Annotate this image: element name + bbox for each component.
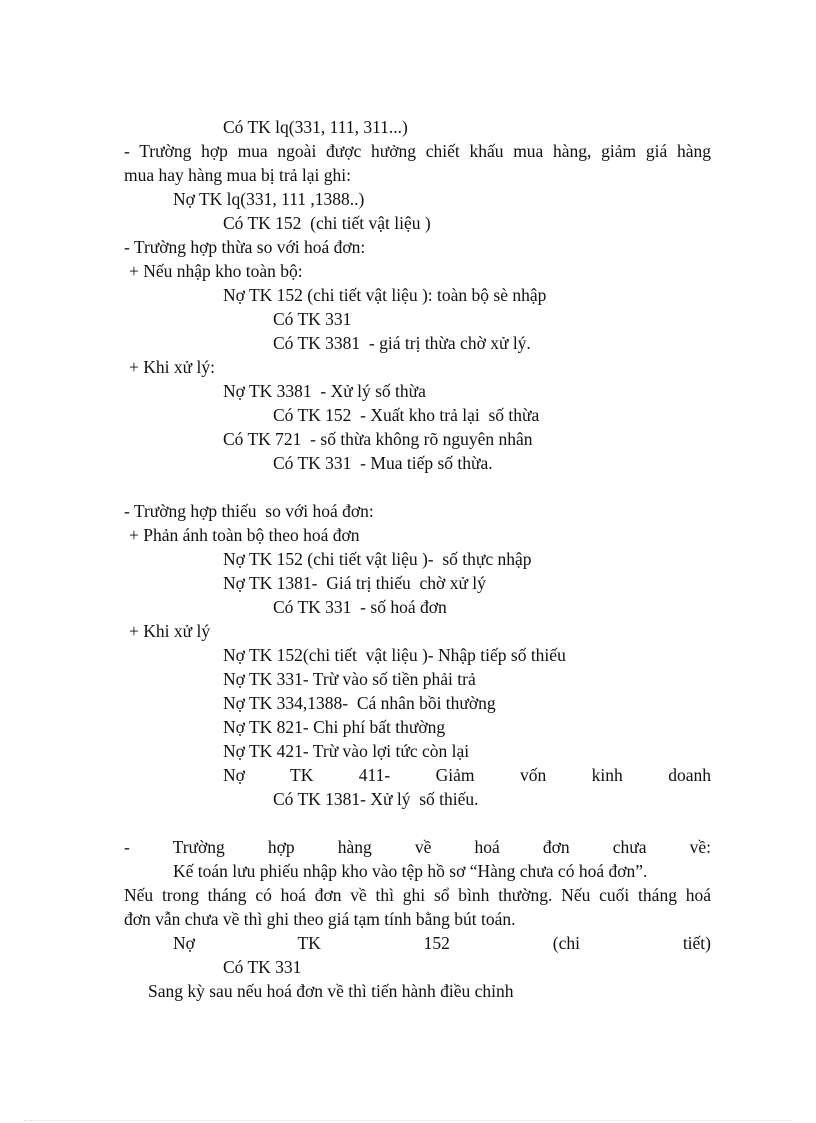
- text-line: Kế toán lưu phiếu nhập kho vào tệp hồ sơ “Hàng chưa có hoá đơn”.: [173, 861, 648, 881]
- text-line: Nợ TK 331- Trừ vào số tiền phải trả: [223, 669, 476, 689]
- section-heading: - Trường hợp thừa so với hoá đơn:: [124, 237, 366, 257]
- text-line: Nợ TK 3381 - Xử lý số thừa: [223, 381, 426, 401]
- text-line: Nếu trong tháng có hoá đơn về thì ghi sổ bình thường. Nếu cuối tháng hoá: [124, 885, 711, 905]
- section-heading: - Trường hợp thiếu so với hoá đơn:: [124, 501, 374, 521]
- text-line: Có TK 331: [273, 309, 352, 329]
- text-line: Có TK 1381- Xử lý số thiếu.: [273, 789, 479, 809]
- text-line: mua hay hàng mua bị trả lại ghi:: [124, 165, 351, 185]
- text-line: Có TK lq(331, 111, 311...): [223, 117, 408, 137]
- text-line: Nợ TK lq(331, 111 ,1388..): [173, 189, 365, 209]
- text-line: đơn vẫn chưa về thì ghi theo giá tạm tính bằng bút toán.: [124, 909, 516, 929]
- text-line: Sang kỳ sau nếu hoá đơn về thì tiến hành điều chỉnh: [148, 981, 514, 1001]
- text-line: Có TK 331: [223, 957, 302, 977]
- text-line: Nợ TK 152 (chi tiết vật liệu ): toàn bộ sè nhập: [223, 285, 547, 305]
- text-line: Có TK 331 - Mua tiếp số thừa.: [273, 453, 493, 473]
- text-line: Nợ TK 821- Chi phí bất thường: [223, 717, 446, 737]
- text-line: Có TK 152 (chi tiết vật liệu ): [223, 213, 431, 233]
- text-line: Nợ TK 152 (chi tiết vật liệu )- số thực nhập: [223, 549, 532, 569]
- text-line: Có TK 152 - Xuất kho trả lại số thừa: [273, 405, 540, 425]
- text-line: Có TK 331 - số hoá đơn: [273, 597, 447, 617]
- text-line: Nợ TK 1381- Giá trị thiếu chờ xử lý: [223, 573, 486, 593]
- text-line: Có TK 3381 - giá trị thừa chờ xử lý.: [273, 333, 531, 353]
- page-bottom-rule: [24, 1120, 792, 1121]
- text-line: Nợ TK 152 (chi tiết): [173, 933, 711, 953]
- text-line: Nợ TK 421- Trừ vào lợi tức còn lại: [223, 741, 470, 761]
- text-line: + Phản ánh toàn bộ theo hoá đơn: [129, 525, 360, 545]
- text-line: Có TK 721 - số thừa không rõ nguyên nhân: [223, 429, 533, 449]
- text-line: + Khi xử lý: [129, 621, 211, 641]
- section-heading: - Trường hợp hàng về hoá đơn chưa về:: [124, 837, 711, 857]
- text-line: Nợ TK 152(chi tiết vật liệu )- Nhập tiếp số thiếu: [223, 645, 566, 665]
- text-line: + Khi xử lý:: [129, 357, 215, 377]
- text-line: + Nếu nhập kho toàn bộ:: [129, 261, 303, 281]
- text-line: Nợ TK 411- Giảm vốn kinh doanh: [223, 765, 711, 785]
- text-line: Nợ TK 334,1388- Cá nhân bồi thường: [223, 693, 496, 713]
- text-line: - Trường hợp mua ngoài được hưởng chiết khấu mua hàng, giảm giá hàng: [124, 141, 711, 161]
